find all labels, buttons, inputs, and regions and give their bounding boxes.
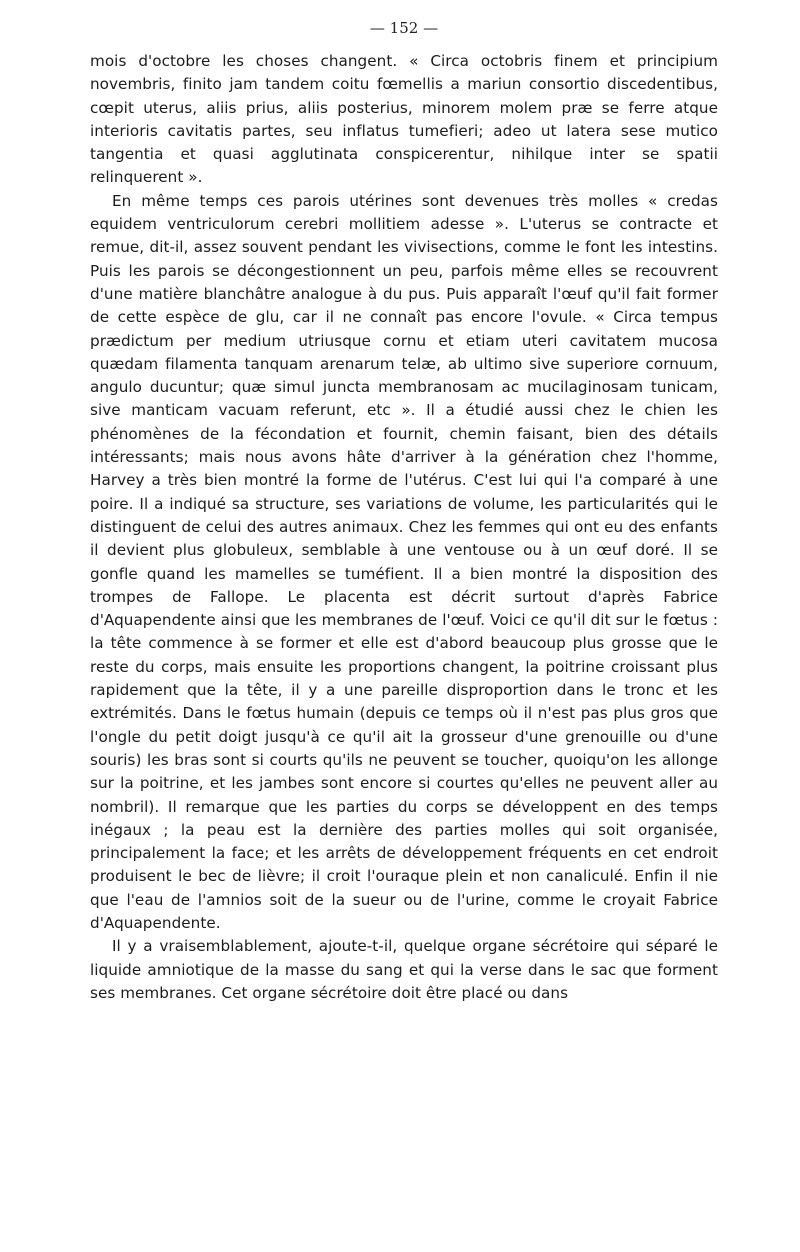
paragraph-continuation: mois d'octobre les choses changent. « Circa octobris finem et principium novembris, finito jam tandem coitu fœmellis a mariun consortio discedentibus, cœpit uterus, aliis prius, aliis posterius, minorem molem præ se ferre atque interioris cavitatis partes, seu inflatus tumefieri; adeo ut latera sese mutico tangentia et quasi agglutinata conspicerentur, nihilque inter se spatii relinquerent ». xyxy=(90,52,718,187)
body-text xyxy=(90,50,718,1005)
paragraph-harvey-uterus: En même temps ces parois utérines sont devenues très molles « credas equidem ventriculorum cerebri mollitiem adesse ». L'uterus se contracte et remue, dit-il, assez souvent pendant les vivisections, comme le font les intestins. Puis les parois se décongestionnent un peu, parfois même elles se recouvrent d'une matière blanchâtre analogue à du pus. Puis apparaît l'œuf qu'il fait former de cette espèce de glu, car il ne connaît pas encore l'ovule. « Circa tempus prædictum per medium utriusque cornu et etiam uteri cavitatem mucosa quædam filamenta tanquam arenarum telæ, ab ultimo sive superiore cornuum, angulo ducuntur; quæ simul juncta membranosam ac mucilaginosam tunicam, sive manticam vacuam referunt, etc ». Il a étudié aussi chez le chien les phénomènes de la fécondation et fournit, chemin faisant, bien des détails intéressants; mais nous avons hâte d'arriver à la génération chez l'homme, Harvey a très bien montré la forme de l'utérus. C'est lui qui l'a comparé à une poire. Il a indiqué sa structure, ses variations de volume, les particularités qui le distinguent de celui des autres animaux. Chez les femmes qui ont eu des enfants il devient plus globuleux, semblable à une ventouse ou à un œuf doré. Il se gonfle quand les mamelles se tuméfient. Il a bien montré la disposition des trompes de Fallope. Le placenta est décrit surtout d'après Fabrice d'Aquapendente ainsi que les membranes de l'œuf. Voici ce qu'il dit sur le fœtus : la tête commence à se former et elle est d'abord beaucoup plus grosse que le reste du corps, mais ensuite les proportions changent, la poitrine croissant plus rapidement que la tête, il y a une pareille disproportion dans le tronc et les extrémités. Dans le fœtus humain (depuis ce temps où il n'est pas plus gros que l'ongle du petit doigt jusqu'à ce qu'il ait la grosseur d'une grenouille ou d'une souris) les bras sont si courts qu'ils ne peuvent se toucher, quoiqu'on les allonge sur la poitrine, et les jambes sont encore si courtes qu'elles ne peuvent aller au nombril). Il remarque que les parties du corps se développent en des temps inégaux ; la peau est la dernière des parties molles qui soit organisée, principalement la face; et les arrêts de développement fréquents en cet endroit produisent le bec de lièvre; il croit l'ouraque plein et non canaliculé. Enfin il nie que l'eau de l'amnios soit de la sueur ou de l'urine, comme le croyait Fabrice d'Aquapendente. xyxy=(90,191,718,932)
paragraph-amniotic-organ: Il y a vraisemblablement, ajoute-t-il, quelque organe sécrétoire qui séparé le liquide amniotique de la masse du sang et qui la verse dans le sac que forment ses membranes. Cet organe sécrétoire doit être placé ou dans xyxy=(90,937,718,1002)
page-number: — 152 — xyxy=(369,19,439,37)
